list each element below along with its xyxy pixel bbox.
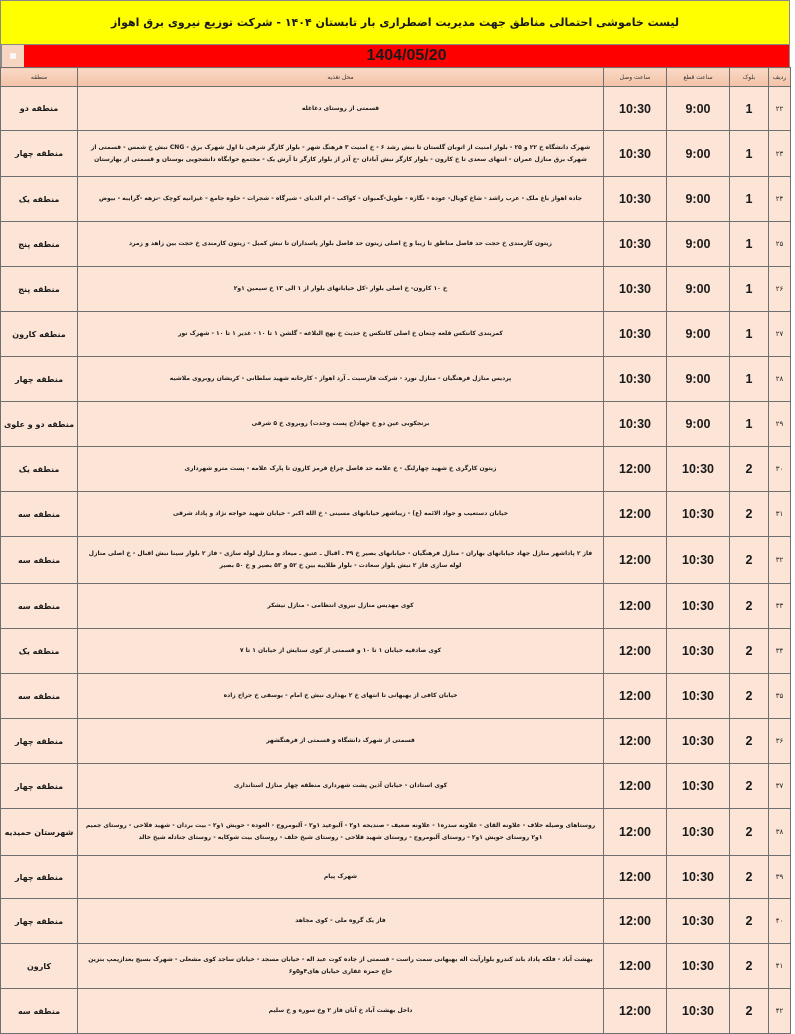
- row-number-cell: ۳۰: [769, 447, 791, 492]
- block-cell: 1: [730, 312, 769, 357]
- schedule-date: 1404/05/20: [24, 45, 789, 67]
- restore-time-cell: 10:30: [604, 131, 667, 177]
- restore-time-cell: 10:30: [604, 357, 667, 402]
- row-number-cell: ۳۹: [769, 856, 791, 899]
- restore-time-cell: 10:30: [604, 87, 667, 131]
- restore-time-cell: 10:30: [604, 312, 667, 357]
- block-cell: 2: [730, 447, 769, 492]
- block-cell: 2: [730, 629, 769, 674]
- block-cell: 2: [730, 537, 769, 584]
- block-cell: 1: [730, 357, 769, 402]
- region-cell: منطقه یک: [1, 177, 78, 222]
- region-cell: منطقه یک: [1, 447, 78, 492]
- restore-time-cell: 12:00: [604, 944, 667, 989]
- restore-time-cell: 10:30: [604, 177, 667, 222]
- location-cell: فاز یک گروه ملی - کوی مجاهد: [78, 899, 604, 944]
- block-cell: 1: [730, 402, 769, 447]
- block-cell: 2: [730, 719, 769, 764]
- location-cell: خیابان دستغیب و جواد الائمه (ع) - زیباشهر خیابانهای مسینی - خ الله اکبر - خیابان شهید خواجه نژاد و پاداد شرقی: [78, 492, 604, 537]
- cut-time-cell: 10:30: [667, 856, 730, 899]
- restore-time-cell: 12:00: [604, 674, 667, 719]
- location-cell: داخل بهشت آباد خ آبان فاز ۲ وخ سوره و خ سلیم: [78, 989, 604, 1034]
- region-cell: منطقه سه: [1, 584, 78, 629]
- table-row: [1, 177, 791, 222]
- block-cell: 2: [730, 989, 769, 1034]
- table-row: [1, 357, 791, 402]
- table-row: [1, 764, 791, 809]
- cut-time-cell: 10:30: [667, 447, 730, 492]
- table-header-row: [1, 68, 791, 87]
- region-cell: منطقه چهار: [1, 357, 78, 402]
- restore-time-cell: 10:30: [604, 402, 667, 447]
- table-row: [1, 87, 791, 131]
- row-number-cell: ۳۱: [769, 492, 791, 537]
- block-cell: 1: [730, 267, 769, 312]
- restore-time-cell: 12:00: [604, 809, 667, 856]
- row-number-cell: ۳۷: [769, 764, 791, 809]
- table-row: [1, 222, 791, 267]
- table-row: [1, 719, 791, 764]
- location-cell: شهرک دانشگاه خ ۲۲ و ۲۵ - بلوار امنیت از اتوبان گلستان تا نبش رشد ۶ - خ امنیت ۳ فرهنگ شهر - بلوار کارگر شرقی تا اول شهرک برق - CNG نبش خ شمس - قسمتی از شهرک برق منازل عمران - انتهای سعدی تا خ کارون - بلوار کارگر نبش آبادان -خ آذر از بلوار کارگر تا آرش یک - مجتمع خوابگاه دانشجویی بوستان و قسمتی از بهارستان: [78, 131, 604, 177]
- cut-time-cell: 10:30: [667, 719, 730, 764]
- col-header-restore-time: ساعت وصل: [604, 68, 667, 87]
- table-row: [1, 447, 791, 492]
- table-row: [1, 989, 791, 1034]
- region-cell: منطقه چهار: [1, 131, 78, 177]
- cut-time-cell: 9:00: [667, 87, 730, 131]
- location-cell: قسمتی از شهرک دانشگاه و قسمتی از فرهنگشهر: [78, 719, 604, 764]
- cell-marker-icon: [10, 53, 16, 59]
- row-number-cell: ۳۲: [769, 537, 791, 584]
- table-row: [1, 856, 791, 899]
- location-cell: کوی مهدیس منازل نیروی انتظامی - منازل نیشکر: [78, 584, 604, 629]
- row-number-cell: ۳۴: [769, 629, 791, 674]
- block-cell: 1: [730, 222, 769, 267]
- location-cell: خیابان کافی از بهبهانی تا انتهای خ ۲ بهداری نبش خ امام - یوسفی خ جراح زاده: [78, 674, 604, 719]
- region-cell: منطقه دو و علوی: [1, 402, 78, 447]
- region-cell: منطقه سه: [1, 537, 78, 584]
- table-row: [1, 131, 791, 177]
- restore-time-cell: 12:00: [604, 447, 667, 492]
- cut-time-cell: 9:00: [667, 131, 730, 177]
- table-row: [1, 809, 791, 856]
- cut-time-cell: 10:30: [667, 584, 730, 629]
- region-cell: منطقه چهار: [1, 856, 78, 899]
- region-cell: کارون: [1, 944, 78, 989]
- table-body: [1, 87, 791, 1034]
- cut-time-cell: 9:00: [667, 267, 730, 312]
- restore-time-cell: 10:30: [604, 267, 667, 312]
- row-number-cell: ۴۰: [769, 899, 791, 944]
- location-cell: کوی استادان - خیابان آذین پشت شهرداری منطقه چهار منازل استانداری: [78, 764, 604, 809]
- col-header-block: بلوک: [730, 68, 769, 87]
- table-row: [1, 944, 791, 989]
- col-header-region: منطقه: [1, 68, 78, 87]
- restore-time-cell: 12:00: [604, 989, 667, 1034]
- table-row: [1, 584, 791, 629]
- region-cell: منطقه دو: [1, 87, 78, 131]
- location-cell: فاز ۲ پاداشهر منازل جهاد خیابانهای بهاران - منازل فرهنگیان - خیابانهای بصیر خ ۴۹ ـ اقبال ـ عتیق ـ میعاد و منازل لوله سازی - فاز ۲ بلوار سینا نبش اقبال - خ اصلی منازل لوله سازی فاز ۲ نبش بلوار سعادت - بلوار طلاییه بین خ ۵۲ و ۵۳ بصیر و خ ۵۰ بصیر: [78, 537, 604, 584]
- region-cell: منطقه سه: [1, 674, 78, 719]
- cut-time-cell: 9:00: [667, 357, 730, 402]
- restore-time-cell: 12:00: [604, 899, 667, 944]
- row-number-cell: ۲۷: [769, 312, 791, 357]
- block-cell: 2: [730, 764, 769, 809]
- region-cell: منطقه پنج: [1, 267, 78, 312]
- region-cell: منطقه کارون: [1, 312, 78, 357]
- block-cell: 2: [730, 856, 769, 899]
- location-cell: برنجکوبی عین دو خ جهاد(خ پست وحدت) روبروی خ ۵ شرقی: [78, 402, 604, 447]
- region-cell: منطقه چهار: [1, 764, 78, 809]
- restore-time-cell: 12:00: [604, 584, 667, 629]
- block-cell: 2: [730, 674, 769, 719]
- block-cell: 2: [730, 899, 769, 944]
- block-cell: 2: [730, 584, 769, 629]
- cut-time-cell: 10:30: [667, 492, 730, 537]
- location-cell: کمربندی کانتکس قلعه چنعان خ اصلی کانتکس خ حدیث خ نهج البلاغه - گلشن ۱ تا ۱۰ - غدیر ۱ تا ۱۰ - شهرک نور: [78, 312, 604, 357]
- cut-time-cell: 10:30: [667, 537, 730, 584]
- restore-time-cell: 12:00: [604, 492, 667, 537]
- block-cell: 1: [730, 87, 769, 131]
- cut-time-cell: 9:00: [667, 177, 730, 222]
- row-number-cell: ۲۵: [769, 222, 791, 267]
- cut-time-cell: 10:30: [667, 899, 730, 944]
- row-number-cell: ۲۶: [769, 267, 791, 312]
- table-row: [1, 492, 791, 537]
- restore-time-cell: 12:00: [604, 764, 667, 809]
- table-row: [1, 267, 791, 312]
- region-cell: منطقه یک: [1, 629, 78, 674]
- location-cell: شهرک پیام: [78, 856, 604, 899]
- region-cell: شهرستان حمیدیه: [1, 809, 78, 856]
- block-cell: 2: [730, 492, 769, 537]
- row-number-cell: ۴۱: [769, 944, 791, 989]
- table-row: [1, 402, 791, 447]
- col-header-location: محل تغذیه: [78, 68, 604, 87]
- cut-time-cell: 10:30: [667, 674, 730, 719]
- row-number-cell: ۳۵: [769, 674, 791, 719]
- table-row: [1, 674, 791, 719]
- row-number-cell: ۲۳: [769, 131, 791, 177]
- location-cell: بهشت آباد - فلکه پاداد باند کندرو بلوارآیت اله بهبهانی سمت راست - قسمتی از جاده کوت عبد اله - خیابان مسجد - خیابان ساجد کوی مشعلی - شهرک بسیج بعدازپمپ بنزین حاج حمزه غفاری خیابان های۴و۵و۶: [78, 944, 604, 989]
- location-cell: زیتون کارمندی خ حجت حد فاصل مناطق تا زیبا و خ اصلی زیتون حد فاصل بلوار پاسداران تا نبش کمیل - زیتون کارمندی خ حجت بین زاهد و زمرد: [78, 222, 604, 267]
- location-cell: زیتون کارگری خ شهید چهارلنگ - خ علامه حد فاصل چراغ قرمز کارون تا پارک علامه - پست مترو شهرداری: [78, 447, 604, 492]
- row-number-cell: ۴۲: [769, 989, 791, 1034]
- table-row: [1, 899, 791, 944]
- row-number-cell: ۲۹: [769, 402, 791, 447]
- cut-time-cell: 10:30: [667, 629, 730, 674]
- location-cell: پردیس منازل فرهنگیان - منازل نورد - شرکت فارسیت ـ آرد اهواز - کارخانه شهید سلطانی - کریشان روبروی ملاشیه: [78, 357, 604, 402]
- col-header-row-number: ردیف: [769, 68, 791, 87]
- location-cell: خ ۱۰ کارون- خ اصلی بلوار -کل خیابانهای بلوار از ۱ الی ۱۳ خ سیمین ۱و۲: [78, 267, 604, 312]
- location-cell: روستاهای وصیله خلاف - علاونه القای - علاونه سدره۱ - علاونه ضعیف - صندیحه ۱و۲ - آلبوعید ۱و۲ - آلبومروج - العوده - حویش ۱و۲ - بیت بردان - شهید فلاحی - روستای جمیم ۱و۲ روستای حویش ۱و۲ - روستای آلبومروج - روستای شهید فلاحی - روستای شیخ خلف - روستای بیت شوکایه - روستای جنادله شیخ خالد: [78, 809, 604, 856]
- restore-time-cell: 12:00: [604, 629, 667, 674]
- cut-time-cell: 10:30: [667, 764, 730, 809]
- col-header-cut-time: ساعت قطع: [667, 68, 730, 87]
- region-cell: منطقه چهار: [1, 719, 78, 764]
- location-cell: کوی صادقیه خیابان ۱ تا ۱۰ و قسمتی از کوی ستایش از خیابان ۱ تا ۷: [78, 629, 604, 674]
- region-cell: منطقه سه: [1, 989, 78, 1034]
- row-number-cell: ۲۴: [769, 177, 791, 222]
- cut-time-cell: 10:30: [667, 944, 730, 989]
- row-number-cell: ۳۶: [769, 719, 791, 764]
- block-cell: 2: [730, 944, 769, 989]
- cut-time-cell: 9:00: [667, 402, 730, 447]
- row-number-cell: ۳۳: [769, 584, 791, 629]
- block-cell: 1: [730, 131, 769, 177]
- date-row: [0, 44, 790, 67]
- restore-time-cell: 12:00: [604, 856, 667, 899]
- region-cell: منطقه سه: [1, 492, 78, 537]
- table-row: [1, 312, 791, 357]
- cut-time-cell: 9:00: [667, 222, 730, 267]
- row-number-cell: ۲۸: [769, 357, 791, 402]
- restore-time-cell: 12:00: [604, 719, 667, 764]
- restore-time-cell: 10:30: [604, 222, 667, 267]
- table-row: [1, 629, 791, 674]
- region-cell: منطقه چهار: [1, 899, 78, 944]
- cut-time-cell: 10:30: [667, 809, 730, 856]
- sheet-title: لیست خاموشی احتمالی مناطق جهت مدیریت اضطراری بار تابستان ۱۴۰۴ - شرکت توزیع نیروی برق اهواز: [0, 0, 790, 44]
- corner-cell: [1, 45, 24, 67]
- table-row: [1, 537, 791, 584]
- block-cell: 2: [730, 809, 769, 856]
- cut-time-cell: 9:00: [667, 312, 730, 357]
- restore-time-cell: 12:00: [604, 537, 667, 584]
- location-cell: قسمتی از روستای دغاغله: [78, 87, 604, 131]
- block-cell: 1: [730, 177, 769, 222]
- region-cell: منطقه پنج: [1, 222, 78, 267]
- row-number-cell: ۲۲: [769, 87, 791, 131]
- row-number-cell: ۳۸: [769, 809, 791, 856]
- outage-table: [0, 67, 791, 1034]
- cut-time-cell: 10:30: [667, 989, 730, 1034]
- location-cell: جاده اهواز باغ ملک - عرب راشد - شاخ کویال- عوده - نگازه - طویل-گمبوان - کواکب - ام الدبای - شیرگاه - شجرات - حلوه جامع - غیزانیه کوچک -نزهه -گرایبه - بیوض: [78, 177, 604, 222]
